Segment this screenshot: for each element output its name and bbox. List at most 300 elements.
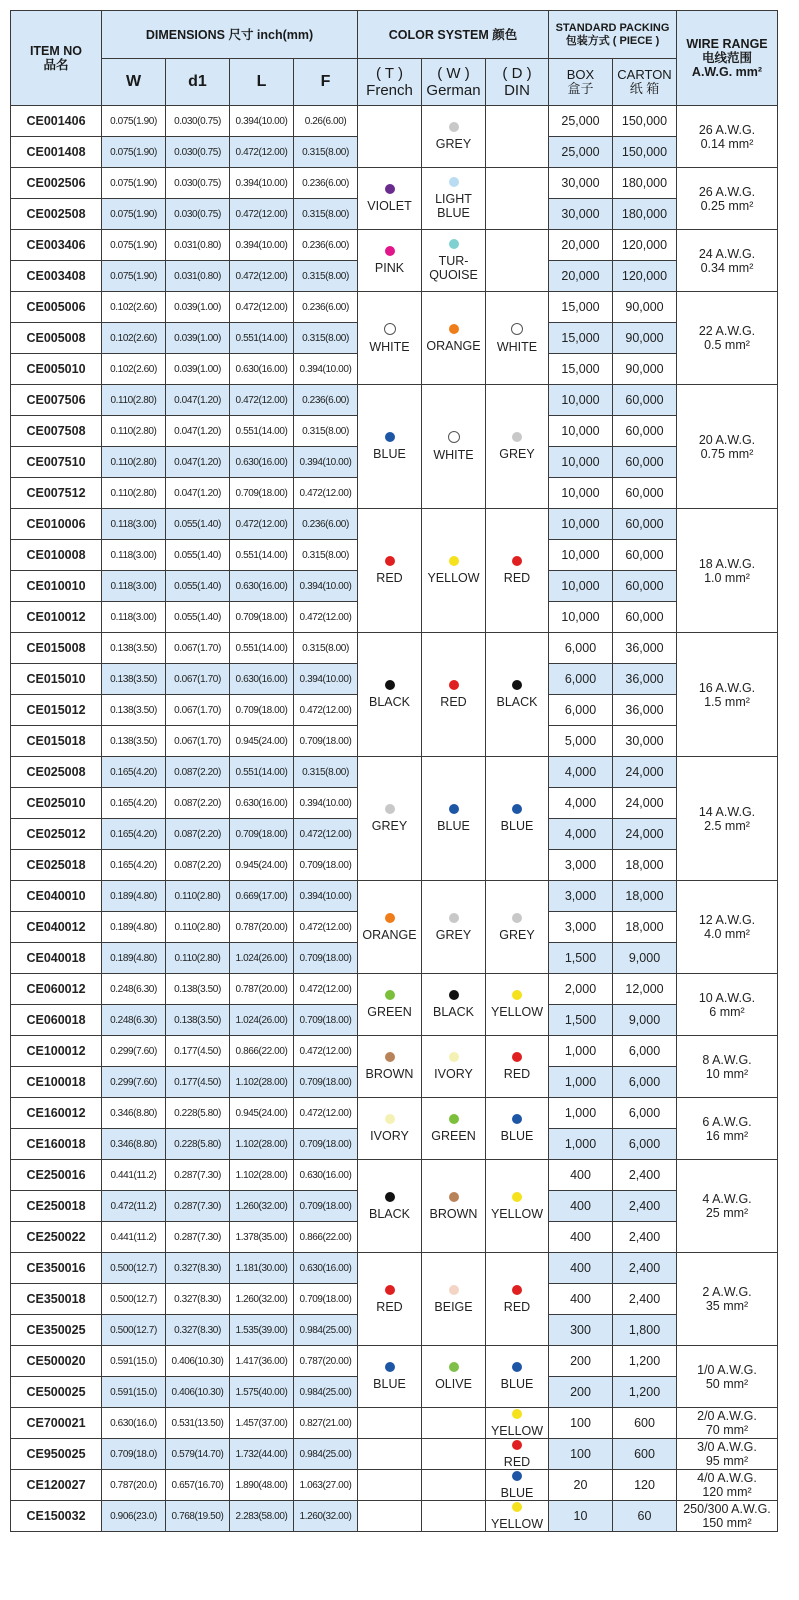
carton-qty-cell: 2,400 bbox=[613, 1253, 677, 1284]
dim-d1-cell: 0.177(4.50) bbox=[166, 1036, 230, 1067]
dim-d1-cell: 0.067(1.70) bbox=[166, 695, 230, 726]
dim-w-cell: 0.075(1.90) bbox=[102, 199, 166, 230]
dim-col-l: L bbox=[230, 59, 294, 106]
color-french-cell bbox=[358, 1346, 422, 1408]
box-qty-cell: 20,000 bbox=[549, 230, 613, 261]
item-no-cell: CE040012 bbox=[11, 912, 102, 943]
mm2-label: 16 mm² bbox=[705, 1128, 749, 1143]
dim-col-w: W bbox=[102, 59, 166, 106]
dim-l-cell: 0.866(22.00) bbox=[230, 1036, 294, 1067]
color-dot-icon bbox=[385, 246, 395, 256]
item-no-cell: CE007512 bbox=[11, 478, 102, 509]
dim-d1-cell: 0.031(0.80) bbox=[166, 261, 230, 292]
color-dot-icon bbox=[385, 556, 395, 566]
carton-qty-cell: 60,000 bbox=[613, 509, 677, 540]
color-dot-icon bbox=[512, 1440, 522, 1450]
dim-l-cell: 1.181(30.00) bbox=[230, 1253, 294, 1284]
dim-w-cell: 0.110(2.80) bbox=[102, 416, 166, 447]
dim-f-cell: 0.236(6.00) bbox=[294, 385, 358, 416]
carton-qty-cell: 90,000 bbox=[613, 292, 677, 323]
dim-l-cell: 1.732(44.00) bbox=[230, 1439, 294, 1470]
carton-col: CARTON 纸 箱 bbox=[613, 59, 677, 106]
color-din-cell bbox=[486, 1470, 549, 1501]
box-qty-cell: 400 bbox=[549, 1222, 613, 1253]
dim-f-cell: 0.236(6.00) bbox=[294, 509, 358, 540]
box-qty-cell: 6,000 bbox=[549, 664, 613, 695]
carton-qty-cell: 60,000 bbox=[613, 447, 677, 478]
color-name: WHITE bbox=[433, 448, 474, 462]
color-french-cell bbox=[358, 633, 422, 757]
dim-l-cell: 0.551(14.00) bbox=[230, 757, 294, 788]
wire-range-header: WIRE RANGE 电线范围 A.W.G. mm² bbox=[677, 11, 778, 106]
box-qty-cell: 5,000 bbox=[549, 726, 613, 757]
item-no-cell: CE160018 bbox=[11, 1129, 102, 1160]
color-dot-icon bbox=[449, 913, 459, 923]
dim-f-cell: 1.260(32.00) bbox=[294, 1501, 358, 1532]
box-qty-cell: 200 bbox=[549, 1346, 613, 1377]
dim-f-cell: 0.472(12.00) bbox=[294, 819, 358, 850]
dim-d1-cell: 0.406(10.30) bbox=[166, 1377, 230, 1408]
box-qty-cell: 10 bbox=[549, 1501, 613, 1532]
dim-w-cell: 0.500(12.7) bbox=[102, 1315, 166, 1346]
color-dot-icon bbox=[512, 1502, 522, 1512]
dim-l-cell: 0.630(16.00) bbox=[230, 788, 294, 819]
dim-f-cell: 0.984(25.00) bbox=[294, 1439, 358, 1470]
awg-label: 14 A.W.G. bbox=[698, 804, 756, 819]
dim-f-cell: 0.709(18.00) bbox=[294, 1284, 358, 1315]
dim-w-cell: 0.138(3.50) bbox=[102, 664, 166, 695]
color-din-cell bbox=[486, 292, 549, 385]
color-din-cell bbox=[486, 1160, 549, 1253]
dim-l-cell: 0.551(14.00) bbox=[230, 323, 294, 354]
dim-l-cell: 1.457(37.00) bbox=[230, 1408, 294, 1439]
dim-l-cell: 0.630(16.00) bbox=[230, 354, 294, 385]
color-name: IVORY bbox=[434, 1067, 473, 1081]
dim-w-cell: 0.248(6.30) bbox=[102, 1005, 166, 1036]
color-dot-icon bbox=[385, 1052, 395, 1062]
mm2-label: 35 mm² bbox=[705, 1299, 749, 1313]
dim-d1-cell: 0.287(7.30) bbox=[166, 1222, 230, 1253]
dim-d1-cell: 0.177(4.50) bbox=[166, 1067, 230, 1098]
awg-label: 18 A.W.G. bbox=[698, 556, 756, 571]
item-no-cell: CE150032 bbox=[11, 1501, 102, 1532]
color-name: RED bbox=[503, 1454, 531, 1469]
dim-d1-cell: 0.327(8.30) bbox=[166, 1315, 230, 1346]
wire-range-cell bbox=[677, 106, 778, 168]
color-name: YELLOW bbox=[490, 1206, 544, 1221]
color-german-cell bbox=[422, 168, 486, 230]
color-din-cell bbox=[486, 757, 549, 881]
color-col-german: ( W ) German bbox=[422, 59, 486, 106]
color-german-cell bbox=[422, 230, 486, 292]
dim-w-cell: 0.500(12.7) bbox=[102, 1253, 166, 1284]
color-dot-icon bbox=[512, 432, 522, 442]
color-german-cell bbox=[422, 1470, 486, 1501]
dim-l-cell: 0.787(20.00) bbox=[230, 974, 294, 1005]
wire-range-cell bbox=[677, 1408, 778, 1439]
box-qty-cell: 3,000 bbox=[549, 912, 613, 943]
mm2-label: 0.14 mm² bbox=[700, 136, 754, 151]
item-no-cell: CE060012 bbox=[11, 974, 102, 1005]
dim-f-cell: 0.709(18.00) bbox=[294, 1067, 358, 1098]
table-row bbox=[11, 1098, 778, 1129]
color-din-cell bbox=[486, 106, 549, 168]
box-qty-cell: 10,000 bbox=[549, 540, 613, 571]
color-dot-icon bbox=[384, 323, 396, 335]
dim-l-cell: 0.709(18.00) bbox=[230, 695, 294, 726]
color-dot-icon bbox=[449, 804, 459, 814]
carton-qty-cell: 60,000 bbox=[613, 416, 677, 447]
item-no-cell: CE002506 bbox=[11, 168, 102, 199]
dim-f-cell: 1.063(27.00) bbox=[294, 1470, 358, 1501]
mm2-label: 25 mm² bbox=[705, 1206, 749, 1220]
color-german-cell bbox=[422, 106, 486, 168]
dim-d1-cell: 0.030(0.75) bbox=[166, 137, 230, 168]
color-dot-icon bbox=[512, 1114, 522, 1124]
color-dot-icon bbox=[512, 1409, 522, 1419]
mm2-label: 95 mm² bbox=[705, 1454, 749, 1468]
box-qty-cell: 10,000 bbox=[549, 478, 613, 509]
dim-f-cell: 0.984(25.00) bbox=[294, 1377, 358, 1408]
dim-w-cell: 0.299(7.60) bbox=[102, 1036, 166, 1067]
mm2-label: 6 mm² bbox=[709, 1004, 745, 1019]
dim-w-cell: 0.500(12.7) bbox=[102, 1284, 166, 1315]
awg-label: 3/0 A.W.G. bbox=[697, 1440, 757, 1454]
color-german-cell bbox=[422, 1036, 486, 1098]
item-no-cell: CE040018 bbox=[11, 943, 102, 974]
dim-w-cell: 0.110(2.80) bbox=[102, 478, 166, 509]
carton-qty-cell: 60,000 bbox=[613, 478, 677, 509]
carton-qty-cell: 24,000 bbox=[613, 757, 677, 788]
color-french-cell bbox=[358, 106, 422, 168]
color-name: RED bbox=[503, 1299, 531, 1314]
dim-l-cell: 1.102(28.00) bbox=[230, 1160, 294, 1191]
dim-w-cell: 0.248(6.30) bbox=[102, 974, 166, 1005]
color-french-cell bbox=[358, 1408, 422, 1439]
item-no-cell: CE015008 bbox=[11, 633, 102, 664]
box-qty-cell: 10,000 bbox=[549, 509, 613, 540]
carton-qty-cell: 60,000 bbox=[613, 571, 677, 602]
color-name: BLACK bbox=[433, 1005, 474, 1019]
color-french-cell bbox=[358, 1470, 422, 1501]
dim-d1-cell: 0.287(7.30) bbox=[166, 1160, 230, 1191]
box-qty-cell: 1,500 bbox=[549, 1005, 613, 1036]
carton-qty-cell: 18,000 bbox=[613, 850, 677, 881]
box-qty-cell: 10,000 bbox=[549, 416, 613, 447]
color-french-cell bbox=[358, 168, 422, 230]
color-dot-icon bbox=[512, 1285, 522, 1295]
dim-w-cell: 0.189(4.80) bbox=[102, 881, 166, 912]
mm2-label: 0.25 mm² bbox=[700, 198, 754, 213]
color-german-cell bbox=[422, 1439, 486, 1470]
color-dot-icon bbox=[449, 1192, 459, 1202]
color-name: RED bbox=[376, 1299, 403, 1314]
wire-range-cell bbox=[677, 1346, 778, 1408]
dim-d1-cell: 0.138(3.50) bbox=[166, 1005, 230, 1036]
dim-d1-cell: 0.087(2.20) bbox=[166, 788, 230, 819]
color-dot-icon bbox=[512, 556, 522, 566]
color-dot-icon bbox=[449, 1052, 459, 1062]
color-dot-icon bbox=[449, 680, 459, 690]
color-german-cell bbox=[422, 509, 486, 633]
dim-w-cell: 0.165(4.20) bbox=[102, 757, 166, 788]
carton-qty-cell: 60,000 bbox=[613, 602, 677, 633]
dim-l-cell: 1.575(40.00) bbox=[230, 1377, 294, 1408]
dim-l-cell: 0.394(10.00) bbox=[230, 106, 294, 137]
dim-d1-cell: 0.030(0.75) bbox=[166, 168, 230, 199]
carton-qty-cell: 24,000 bbox=[613, 788, 677, 819]
mm2-label: 2.5 mm² bbox=[704, 818, 750, 833]
awg-label: 26 A.W.G. bbox=[698, 184, 756, 199]
awg-label: 4 A.W.G. bbox=[702, 1192, 752, 1206]
color-french-cell bbox=[358, 1253, 422, 1346]
box-qty-cell: 3,000 bbox=[549, 850, 613, 881]
item-no-cell: CE025008 bbox=[11, 757, 102, 788]
color-din-cell bbox=[486, 1036, 549, 1098]
dim-w-cell: 0.441(11.2) bbox=[102, 1160, 166, 1191]
box-qty-cell: 6,000 bbox=[549, 633, 613, 664]
carton-qty-cell: 90,000 bbox=[613, 323, 677, 354]
item-no-cell: CE001406 bbox=[11, 106, 102, 137]
dim-f-cell: 0.709(18.00) bbox=[294, 1191, 358, 1222]
dim-l-cell: 0.630(16.00) bbox=[230, 447, 294, 478]
table-row bbox=[11, 106, 778, 137]
color-name: BLUE bbox=[373, 1377, 406, 1391]
carton-qty-cell: 120,000 bbox=[613, 230, 677, 261]
color-din-cell bbox=[486, 633, 549, 757]
dim-w-cell: 0.075(1.90) bbox=[102, 168, 166, 199]
color-dot-icon bbox=[512, 1362, 522, 1372]
awg-label: 2 A.W.G. bbox=[702, 1285, 752, 1299]
dim-col-d1: d1 bbox=[166, 59, 230, 106]
box-qty-cell: 3,000 bbox=[549, 881, 613, 912]
box-qty-cell: 300 bbox=[549, 1315, 613, 1346]
mm2-label: 0.5 mm² bbox=[704, 338, 750, 352]
dim-f-cell: 0.709(18.00) bbox=[294, 850, 358, 881]
color-french-cell bbox=[358, 385, 422, 509]
dim-d1-cell: 0.087(2.20) bbox=[166, 757, 230, 788]
color-french-cell bbox=[358, 974, 422, 1036]
carton-qty-cell: 12,000 bbox=[613, 974, 677, 1005]
box-qty-cell: 400 bbox=[549, 1284, 613, 1315]
color-dot-icon bbox=[449, 1114, 459, 1124]
dim-l-cell: 1.260(32.00) bbox=[230, 1284, 294, 1315]
dim-f-cell: 0.472(12.00) bbox=[294, 974, 358, 1005]
color-german-cell bbox=[422, 633, 486, 757]
color-dot-icon bbox=[448, 431, 460, 443]
dim-l-cell: 0.630(16.00) bbox=[230, 664, 294, 695]
table-row bbox=[11, 633, 778, 664]
dim-w-cell: 0.138(3.50) bbox=[102, 726, 166, 757]
dim-f-cell: 0.315(8.00) bbox=[294, 416, 358, 447]
dim-f-cell: 0.472(12.00) bbox=[294, 695, 358, 726]
dim-l-cell: 1.378(35.00) bbox=[230, 1222, 294, 1253]
dim-f-cell: 0.394(10.00) bbox=[294, 881, 358, 912]
dim-l-cell: 0.709(18.00) bbox=[230, 819, 294, 850]
carton-qty-cell: 6,000 bbox=[613, 1098, 677, 1129]
awg-label: 6 A.W.G. bbox=[702, 1114, 752, 1129]
item-no-cell: CE060018 bbox=[11, 1005, 102, 1036]
box-qty-cell: 100 bbox=[549, 1439, 613, 1470]
dim-l-cell: 0.669(17.00) bbox=[230, 881, 294, 912]
color-name: RED bbox=[503, 1067, 531, 1081]
item-no-cell: CE005008 bbox=[11, 323, 102, 354]
dim-w-cell: 0.441(11.2) bbox=[102, 1222, 166, 1253]
wire-range-cell bbox=[677, 385, 778, 509]
color-dot-icon bbox=[512, 1192, 522, 1202]
carton-qty-cell: 18,000 bbox=[613, 912, 677, 943]
dim-f-cell: 0.394(10.00) bbox=[294, 664, 358, 695]
dim-w-cell: 0.189(4.80) bbox=[102, 943, 166, 974]
color-dot-icon bbox=[385, 1114, 395, 1124]
carton-qty-cell: 600 bbox=[613, 1408, 677, 1439]
dim-d1-cell: 0.138(3.50) bbox=[166, 974, 230, 1005]
item-no-cell: CE007508 bbox=[11, 416, 102, 447]
color-dot-icon bbox=[449, 556, 459, 566]
dim-l-cell: 0.472(12.00) bbox=[230, 137, 294, 168]
color-din-cell bbox=[486, 974, 549, 1036]
dim-w-cell: 0.346(8.80) bbox=[102, 1129, 166, 1160]
dim-d1-cell: 0.055(1.40) bbox=[166, 571, 230, 602]
color-name: WHITE bbox=[369, 339, 410, 354]
item-no-cell: CE002508 bbox=[11, 199, 102, 230]
color-din-cell bbox=[486, 1501, 549, 1532]
box-qty-cell: 1,000 bbox=[549, 1067, 613, 1098]
table-row bbox=[11, 1346, 778, 1377]
dim-w-cell: 0.591(15.0) bbox=[102, 1377, 166, 1408]
table-row bbox=[11, 974, 778, 1005]
spec-table-body bbox=[11, 106, 778, 1532]
table-row bbox=[11, 1160, 778, 1191]
color-name: ORANGE bbox=[426, 338, 481, 353]
color-dot-icon bbox=[385, 432, 395, 442]
item-no-cell: CE010010 bbox=[11, 571, 102, 602]
dim-l-cell: 0.551(14.00) bbox=[230, 633, 294, 664]
color-german-cell bbox=[422, 1253, 486, 1346]
table-row bbox=[11, 230, 778, 261]
box-qty-cell: 25,000 bbox=[549, 106, 613, 137]
wire-range-cell bbox=[677, 1439, 778, 1470]
awg-label: 22 A.W.G. bbox=[698, 324, 756, 338]
box-qty-cell: 4,000 bbox=[549, 757, 613, 788]
color-name: BLACK bbox=[369, 1206, 410, 1221]
color-name: IVORY bbox=[370, 1129, 409, 1143]
carton-qty-cell: 120,000 bbox=[613, 261, 677, 292]
dim-d1-cell: 0.657(16.70) bbox=[166, 1470, 230, 1501]
item-no-cell: CE100018 bbox=[11, 1067, 102, 1098]
color-name: BLUE bbox=[373, 447, 406, 461]
box-qty-cell: 1,500 bbox=[549, 943, 613, 974]
dim-d1-cell: 0.768(19.50) bbox=[166, 1501, 230, 1532]
item-no-cell: CE025018 bbox=[11, 850, 102, 881]
dim-f-cell: 0.630(16.00) bbox=[294, 1253, 358, 1284]
table-row bbox=[11, 1439, 778, 1470]
dim-d1-cell: 0.039(1.00) bbox=[166, 323, 230, 354]
item-no-cell: CE950025 bbox=[11, 1439, 102, 1470]
wire-range-cell bbox=[677, 881, 778, 974]
dim-f-cell: 0.236(6.00) bbox=[294, 168, 358, 199]
dim-w-cell: 0.346(8.80) bbox=[102, 1098, 166, 1129]
box-qty-cell: 1,000 bbox=[549, 1098, 613, 1129]
box-qty-cell: 15,000 bbox=[549, 292, 613, 323]
dim-d1-cell: 0.067(1.70) bbox=[166, 726, 230, 757]
awg-label: 10 A.W.G. bbox=[698, 990, 756, 1005]
table-row bbox=[11, 757, 778, 788]
color-din-cell bbox=[486, 168, 549, 230]
color-dot-icon bbox=[449, 122, 459, 132]
color-dot-icon bbox=[512, 680, 522, 690]
item-no-cell: CE025012 bbox=[11, 819, 102, 850]
color-french-cell bbox=[358, 230, 422, 292]
dim-d1-cell: 0.047(1.20) bbox=[166, 478, 230, 509]
dim-w-cell: 0.165(4.20) bbox=[102, 819, 166, 850]
color-name: BROWN bbox=[429, 1206, 478, 1221]
color-name: RED bbox=[440, 695, 467, 709]
dim-d1-cell: 0.327(8.30) bbox=[166, 1284, 230, 1315]
item-no-cell: CE015018 bbox=[11, 726, 102, 757]
dim-f-cell: 0.26(6.00) bbox=[294, 106, 358, 137]
dim-w-cell: 0.102(2.60) bbox=[102, 292, 166, 323]
table-row bbox=[11, 1253, 778, 1284]
color-dot-icon bbox=[449, 324, 459, 334]
wire-range-cell bbox=[677, 1098, 778, 1160]
dim-l-cell: 0.472(12.00) bbox=[230, 509, 294, 540]
carton-qty-cell: 6,000 bbox=[613, 1036, 677, 1067]
dim-w-cell: 0.299(7.60) bbox=[102, 1067, 166, 1098]
color-dot-icon bbox=[385, 680, 395, 690]
dim-l-cell: 0.472(12.00) bbox=[230, 261, 294, 292]
carton-qty-cell: 24,000 bbox=[613, 819, 677, 850]
dim-f-cell: 0.394(10.00) bbox=[294, 447, 358, 478]
color-name: YELLOW bbox=[427, 571, 480, 585]
color-dot-icon bbox=[385, 990, 395, 1000]
dim-d1-cell: 0.039(1.00) bbox=[166, 292, 230, 323]
mm2-label: 4.0 mm² bbox=[704, 927, 750, 941]
item-no-cell: CE010012 bbox=[11, 602, 102, 633]
color-name: BLUE bbox=[500, 1129, 534, 1143]
wire-range-cell bbox=[677, 633, 778, 757]
dim-f-cell: 0.236(6.00) bbox=[294, 230, 358, 261]
dim-d1-cell: 0.055(1.40) bbox=[166, 509, 230, 540]
box-qty-cell: 100 bbox=[549, 1408, 613, 1439]
box-qty-cell: 20 bbox=[549, 1470, 613, 1501]
dim-f-cell: 0.315(8.00) bbox=[294, 137, 358, 168]
dim-w-cell: 0.102(2.60) bbox=[102, 354, 166, 385]
carton-qty-cell: 180,000 bbox=[613, 168, 677, 199]
dim-l-cell: 1.890(48.00) bbox=[230, 1470, 294, 1501]
box-col: BOX 盒子 bbox=[549, 59, 613, 106]
dim-w-cell: 0.075(1.90) bbox=[102, 137, 166, 168]
color-dot-icon bbox=[385, 1285, 395, 1295]
table-row bbox=[11, 292, 778, 323]
carton-qty-cell: 60,000 bbox=[613, 385, 677, 416]
color-dot-icon bbox=[512, 804, 522, 814]
color-dot-icon bbox=[385, 1192, 395, 1202]
color-name: PINK bbox=[374, 261, 405, 275]
dim-d1-cell: 0.327(8.30) bbox=[166, 1253, 230, 1284]
item-no-cell: CE350025 bbox=[11, 1315, 102, 1346]
mm2-label: 10 mm² bbox=[705, 1066, 749, 1081]
awg-label: 8 A.W.G. bbox=[702, 1052, 752, 1067]
mm2-label: 150 mm² bbox=[702, 1516, 752, 1530]
dim-l-cell: 0.630(16.00) bbox=[230, 571, 294, 602]
carton-qty-cell: 90,000 bbox=[613, 354, 677, 385]
dim-d1-cell: 0.087(2.20) bbox=[166, 819, 230, 850]
awg-label: 12 A.W.G. bbox=[698, 913, 756, 927]
color-name: YELLOW bbox=[490, 1005, 544, 1019]
dim-l-cell: 0.551(14.00) bbox=[230, 540, 294, 571]
dim-d1-cell: 0.055(1.40) bbox=[166, 540, 230, 571]
